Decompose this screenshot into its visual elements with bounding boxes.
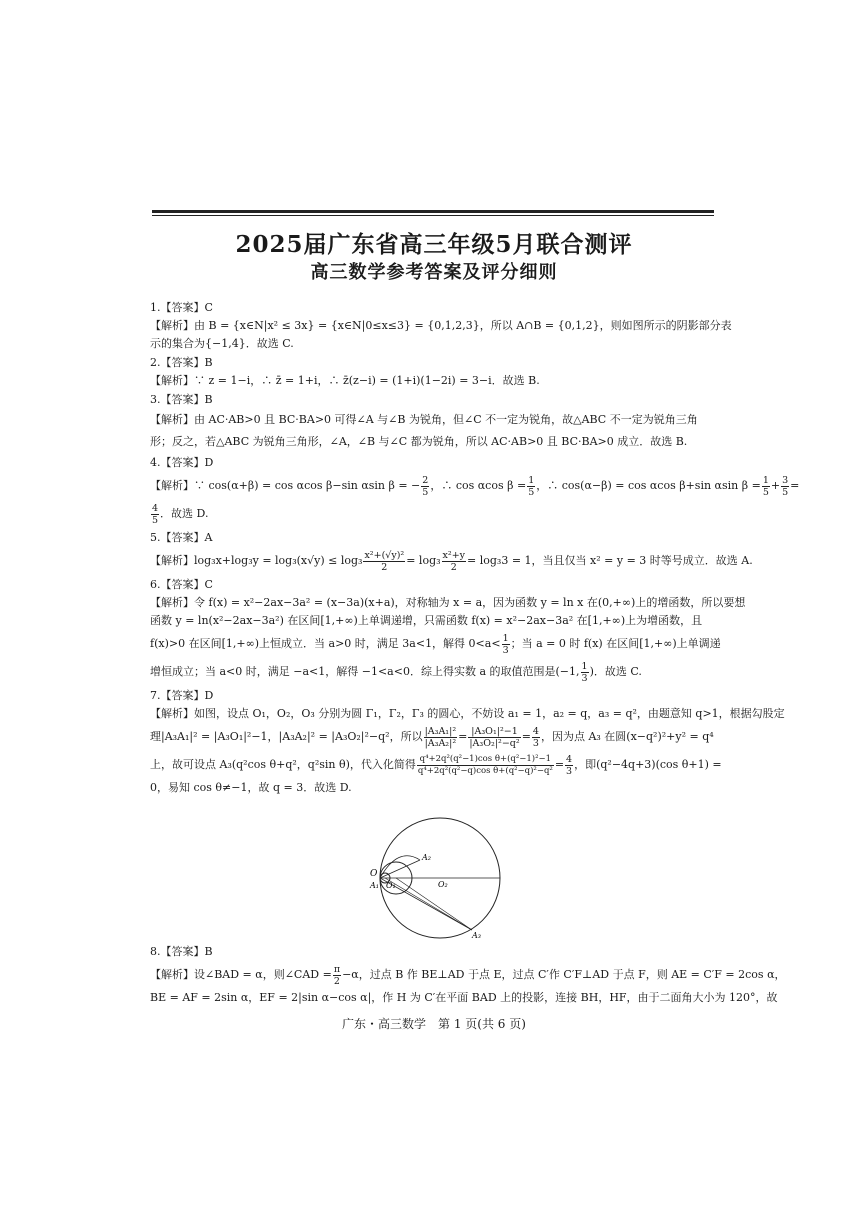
label-A1: A₁ (370, 881, 379, 890)
q4-fraction-2-5 (421, 475, 429, 498)
q1-answer: 1.【答案】C (150, 301, 213, 314)
q8-explanation-line1 (150, 961, 786, 989)
q5-fraction-b (442, 550, 467, 573)
q7-fraction-c (417, 754, 554, 777)
q7-explanation-line4: 0，易知 cos θ≠−1，故 q = 3．故选 D. (150, 781, 352, 794)
numerator: 1 (762, 474, 769, 486)
q1-explanation-line2: 示的集合为{−1,4}．故选 C. (150, 337, 294, 350)
q5-text-c: = log₃3 = 1，当且仅当 x² = y = 3 时等号成立．故选 A. (467, 554, 753, 567)
segment-O1-A3 (385, 878, 472, 930)
label-O: O (370, 869, 378, 879)
q6-interval-open: (−1, (555, 665, 580, 678)
denominator: 5 (528, 486, 535, 498)
q6-interval-close: )．故选 C. (589, 665, 642, 678)
q7-explanation-line2 (150, 723, 718, 751)
numerator: x²+y (442, 549, 466, 561)
q4-text-b: ，∴ cos αcos β = (430, 479, 527, 492)
q7-circles-figure (368, 816, 508, 940)
q3-explanation-line2: 形；反之，若△ABC 为锐角三角形，∠A，∠B 与∠C 都为锐角，所以 AC·AB>0 且 BC·BA>0 成立．故选 B. (150, 435, 688, 448)
denominator: 3 (502, 644, 509, 656)
denominator: |A₃O₂|²−q² (469, 737, 520, 749)
answer-content (150, 298, 800, 797)
q8-explanation-line2: BE = AF = 2sin α，EF = 2|sin α−cos α|，作 H 为 C′在平面 BAD 上的投影，连接 BH，HF，由于二面角大小为 120°，故 (150, 991, 778, 1004)
denominator: 2 (381, 561, 388, 573)
top-double-rule-thick (152, 210, 714, 213)
q7-fraction-4-3-b (565, 754, 573, 777)
q8-text-b: −α，过点 B 作 BE⊥AD 于点 E，过点 C′作 C′F⊥AD 于点 F，则 AE = C′F = 2cos α， (342, 968, 786, 981)
q7-fraction-4-3 (532, 726, 540, 749)
q6-explanation-line3 (150, 630, 721, 658)
q4-fraction-4-5 (151, 503, 159, 526)
q7-text-d: ，因为点 A₃ 在圆(x−q²)²+y² = q⁴ (540, 730, 714, 743)
q7-explanation-line1: 【解析】如图，设点 O₁，O₂，O₃ 分别为圆 Γ₁，Γ₂，Γ₃ 的圆心，不妨设 a₁ = 1，a₂ = q，a₃ = q²，由题意知 q>1，根据勾股定 (150, 707, 785, 720)
q3-answer: 3.【答案】B (150, 393, 213, 406)
q6-explanation-line2: 函数 y = ln(x²−2ax−3a²) 在区间[1,+∞)上单调递增，只需函数 f(x) = x²−2ax−3a² 在[1,+∞)上为增函数，且 (150, 614, 703, 627)
q7-text-a: 理|A₃A₁|² = |A₃O₁|²−1，|A₃A₂|² = |A₃O₂|²−q²，所以 (150, 730, 423, 743)
label-A2: A₂ (422, 853, 431, 862)
q5-text-b: = log₃ (406, 554, 441, 567)
q6-text-b: ；当 a = 0 时 f(x) 在区间[1,+∞)上单调递 (510, 637, 721, 650)
denominator: 5 (762, 486, 769, 498)
q7-fraction-b (468, 726, 520, 749)
q6-answer: 6.【答案】C (150, 578, 213, 591)
denominator: 3 (566, 765, 573, 777)
q4-explanation-line1 (150, 472, 800, 500)
denominator: 5 (422, 486, 429, 498)
numerator: 1 (581, 660, 588, 672)
q7-text-f: ，即(q²−4q+3)(cos θ+1) = (574, 758, 722, 771)
q7-eq2: = (521, 730, 531, 743)
numerator: q⁴+2q²(q²−1)cos θ+(q²−1)²−1 (417, 754, 554, 766)
q3-explanation-line1: 【解析】由 AC·AB>0 且 BC·BA>0 可得∠A 与∠B 为锐角，但∠C 不一定为锐角，故△ABC 不一定为锐角三角 (150, 413, 698, 426)
q5-answer: 5.【答案】A (150, 531, 213, 544)
q4-fraction-3-5 (781, 475, 789, 498)
denominator: 3 (532, 737, 539, 749)
q4-conclusion: ．故选 D. (160, 507, 209, 520)
label-O2: O₂ (438, 880, 448, 889)
page-footer: 广东・高三数学 第 1 页(共 6 页) (342, 1017, 526, 1031)
q5-explanation-line1 (150, 547, 753, 575)
numerator: 4 (152, 502, 159, 514)
numerator: 4 (566, 753, 573, 765)
numerator: 2 (422, 474, 429, 486)
denominator: 2 (333, 975, 340, 987)
segment-O2-A3 (396, 878, 472, 930)
denominator: 2 (450, 561, 457, 573)
denominator: 5 (152, 514, 159, 526)
q4-answer: 4.【答案】D (150, 456, 214, 469)
q6-text-c: 增恒成立；当 a<0 时，满足 −a<1，解得 −1<a<0．综上得实数 a 的取值范围是 (150, 665, 556, 678)
numerator: |A₃O₁|²−1 (468, 726, 520, 738)
q7-answer: 7.【答案】D (150, 689, 214, 702)
q4-fraction-1-5-b (762, 475, 770, 498)
label-O1: O₁ (386, 881, 396, 890)
q6-fraction-1-3 (502, 633, 510, 656)
q8-text-a: 【解析】设∠BAD = α，则∠CAD = (150, 968, 332, 981)
page-title: 2025届广东省高三年级5月联合测评 (235, 231, 633, 258)
numerator: 3 (782, 474, 789, 486)
q5-fraction-a (363, 550, 405, 573)
q6-fraction-1-3-b (581, 661, 589, 684)
q6-explanation-line1: 【解析】令 f(x) = x²−2ax−3a² = (x−3a)(x+a)，对称轴为 x = a，因为函数 y = ln x 在(0,+∞)上的增函数，所以要想 (150, 596, 746, 609)
numerator: x²+(√y)² (364, 549, 405, 561)
denominator: 5 (782, 486, 789, 498)
numerator: 4 (532, 725, 539, 737)
q8-answer: 8.【答案】B (150, 945, 213, 958)
top-double-rule-thin (152, 215, 714, 216)
q2-explanation-line1: 【解析】∵ z = 1−i，∴ z̄ = 1+i，∴ z̄(z−i) = (1+i)(1−2i) = 3−i．故选 B. (150, 374, 540, 387)
q8-content (150, 942, 786, 1007)
q4-text-c: ，∴ cos(α−β) = cos αcos β+sin αsin β = (536, 479, 761, 492)
label-A3: A₃ (472, 931, 481, 940)
q4-plus: + (770, 479, 781, 492)
q6-explanation-line4 (150, 658, 718, 686)
q4-equals: = (790, 479, 800, 492)
q4-text-a: 【解析】∵ cos(α+β) = cos αcos β−sin αsin β = − (150, 479, 421, 492)
q7-eq1: = (458, 730, 468, 743)
numerator: π (333, 963, 341, 975)
q7-explanation-line3 (150, 751, 722, 779)
denominator: q⁴+2q²(q²−q)cos θ+(q²−q)²−q² (417, 765, 553, 776)
q4-fraction-1-5 (527, 475, 535, 498)
q1-explanation-line1: 【解析】由 B = {x∈N|x² ≤ 3x} = {x∈N|0≤x≤3} = {0,1,2,3}，所以 A∩B = {0,1,2}，则如图所示的阴影部分表 (150, 319, 732, 332)
q4-explanation-line2 (150, 500, 718, 528)
q7-fraction-a (424, 726, 458, 749)
arc-A2 (380, 856, 420, 878)
page-subtitle: 高三数学参考答案及评分细则 (310, 262, 558, 283)
q2-answer: 2.【答案】B (150, 356, 213, 369)
q7-eq3: = (554, 758, 565, 771)
q7-text-e: 上，故可设点 A₃(q²cos θ+q²，q²sin θ)，代入化简得 (150, 758, 416, 771)
numerator: 1 (528, 474, 535, 486)
denominator: 3 (581, 672, 588, 684)
q8-fraction-pi-2 (333, 964, 341, 987)
numerator: 1 (502, 632, 509, 644)
q5-text-a: 【解析】log₃x+log₃y = log₃(x√y) ≤ log₃ (150, 554, 363, 567)
denominator: |A₃A₂|² (424, 737, 457, 749)
numerator: |A₃A₁|² (424, 725, 457, 737)
q6-text-a: f(x)>0 在区间[1,+∞)上恒成立．当 a>0 时，满足 3a<1，解得 0<a< (150, 637, 501, 650)
